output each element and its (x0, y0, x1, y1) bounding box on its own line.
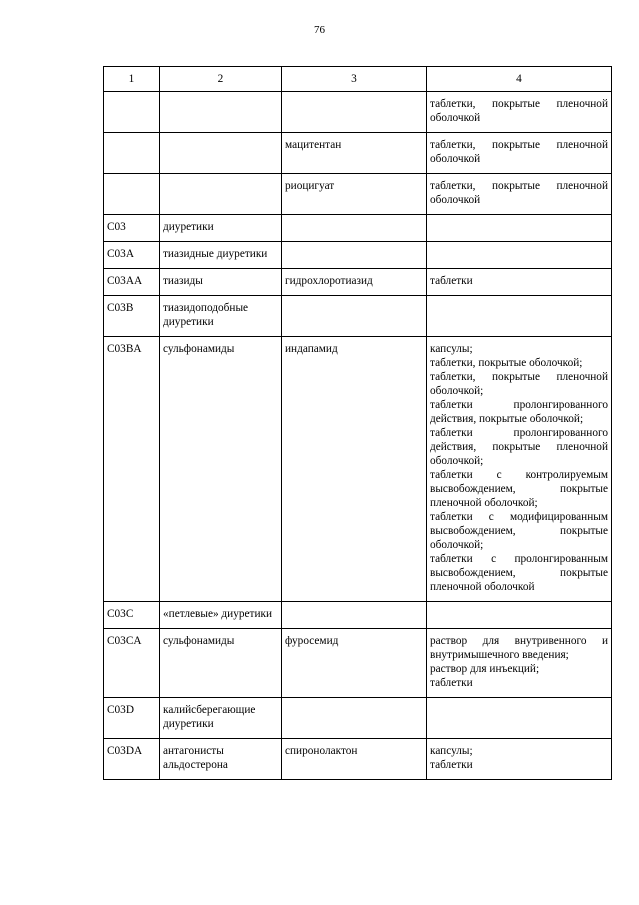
table-row (104, 698, 612, 739)
dosage-form-item: таблетки с контролируемым высвобождением, покрытые пленочной оболочкой; (430, 469, 608, 509)
atc-code-cell (104, 92, 160, 133)
atc-code-cell: C03AA (104, 269, 160, 296)
dosage-form-item: таблетки с пролонгированным высвобождением, покрытые пленочной оболочкой (430, 553, 608, 593)
atc-code-cell: C03D (104, 698, 160, 739)
pharmacological-group-cell: тиазидные диуретики (160, 242, 282, 269)
table-row (104, 92, 612, 133)
table-row (104, 133, 612, 174)
dosage-form-item: таблетки (430, 677, 473, 689)
atc-code-cell (104, 133, 160, 174)
drug-name-cell: мацитентан (282, 133, 427, 174)
dosage-form-item: таблетки, покрытые пленочной оболочкой (430, 98, 608, 124)
pharmacological-group-cell: «петлевые» диуретики (160, 602, 282, 629)
dosage-form-item: капсулы; (430, 745, 473, 757)
atc-code-cell: C03B (104, 296, 160, 337)
pharmacological-group-cell: тиазидоподобные диуретики (160, 296, 282, 337)
dosage-forms-cell (427, 337, 612, 602)
dosage-form-item: таблетки, покрытые пленочной оболочкой; (430, 371, 608, 397)
dosage-form-item: капсулы; (430, 343, 473, 355)
drug-name-cell (282, 92, 427, 133)
drug-name-cell (282, 602, 427, 629)
atc-code-cell: C03BA (104, 337, 160, 602)
dosage-forms-cell (427, 629, 612, 698)
table-row (104, 739, 612, 780)
dosage-forms-cell (427, 242, 612, 269)
pharmacological-group-cell: сульфонамиды (160, 629, 282, 698)
pharmacological-group-cell (160, 174, 282, 215)
atc-code-cell: C03C (104, 602, 160, 629)
table-body (104, 92, 612, 780)
table-row (104, 242, 612, 269)
dosage-form-item: таблетки (430, 275, 473, 287)
pharmacological-group-cell: калийсберегающие диуретики (160, 698, 282, 739)
atc-code-cell: C03DA (104, 739, 160, 780)
dosage-forms-cell (427, 174, 612, 215)
dosage-form-item: таблетки пролонгированного действия, покрытые оболочкой; (430, 399, 608, 425)
drug-classification-table (103, 66, 612, 780)
atc-code-cell (104, 174, 160, 215)
drug-name-cell: спиронолактон (282, 739, 427, 780)
atc-code-cell: C03CA (104, 629, 160, 698)
pharmacological-group-cell: диуретики (160, 215, 282, 242)
dosage-form-item: таблетки (430, 759, 473, 771)
table-row (104, 269, 612, 296)
table-header-row (104, 67, 612, 92)
dosage-form-item: таблетки, покрытые пленочной оболочкой (430, 180, 608, 206)
table-row (104, 296, 612, 337)
dosage-forms-cell (427, 602, 612, 629)
dosage-forms-cell (427, 296, 612, 337)
drug-name-cell (282, 296, 427, 337)
column-header-2: 2 (160, 67, 282, 92)
pharmacological-group-cell: тиазиды (160, 269, 282, 296)
pharmacological-group-cell: антагонисты альдостерона (160, 739, 282, 780)
column-header-4: 4 (427, 67, 612, 92)
page-number: 76 (314, 24, 325, 36)
dosage-form-item: таблетки пролонгированного действия, покрытые пленочной оболочкой; (430, 427, 608, 467)
dosage-form-item: таблетки с модифицированным высвобождением, покрытые оболочкой; (430, 511, 608, 551)
drug-name-cell (282, 242, 427, 269)
pharmacological-group-cell: сульфонамиды (160, 337, 282, 602)
table-row (104, 602, 612, 629)
dosage-forms-cell (427, 92, 612, 133)
table-row (104, 215, 612, 242)
drug-name-cell: гидрохлоротиазид (282, 269, 427, 296)
table-row (104, 174, 612, 215)
dosage-form-item: раствор для внутривенного и внутримышечного введения; (430, 635, 608, 661)
dosage-form-item: раствор для инъекций; (430, 663, 540, 675)
drug-name-cell: фуросемид (282, 629, 427, 698)
drug-name-cell: индапамид (282, 337, 427, 602)
pharmacological-group-cell (160, 92, 282, 133)
dosage-form-item: таблетки, покрытые пленочной оболочкой (430, 139, 608, 165)
dosage-forms-cell (427, 739, 612, 780)
drug-name-cell: риоцигуат (282, 174, 427, 215)
atc-code-cell: C03 (104, 215, 160, 242)
dosage-forms-cell (427, 269, 612, 296)
column-header-3: 3 (282, 67, 427, 92)
dosage-forms-cell (427, 698, 612, 739)
drug-name-cell (282, 698, 427, 739)
atc-code-cell: C03A (104, 242, 160, 269)
table-row (104, 629, 612, 698)
table-row (104, 337, 612, 602)
pharmacological-group-cell (160, 133, 282, 174)
dosage-forms-cell (427, 215, 612, 242)
column-header-1: 1 (104, 67, 160, 92)
dosage-form-item: таблетки, покрытые оболочкой; (430, 357, 583, 369)
drug-name-cell (282, 215, 427, 242)
dosage-forms-cell (427, 133, 612, 174)
